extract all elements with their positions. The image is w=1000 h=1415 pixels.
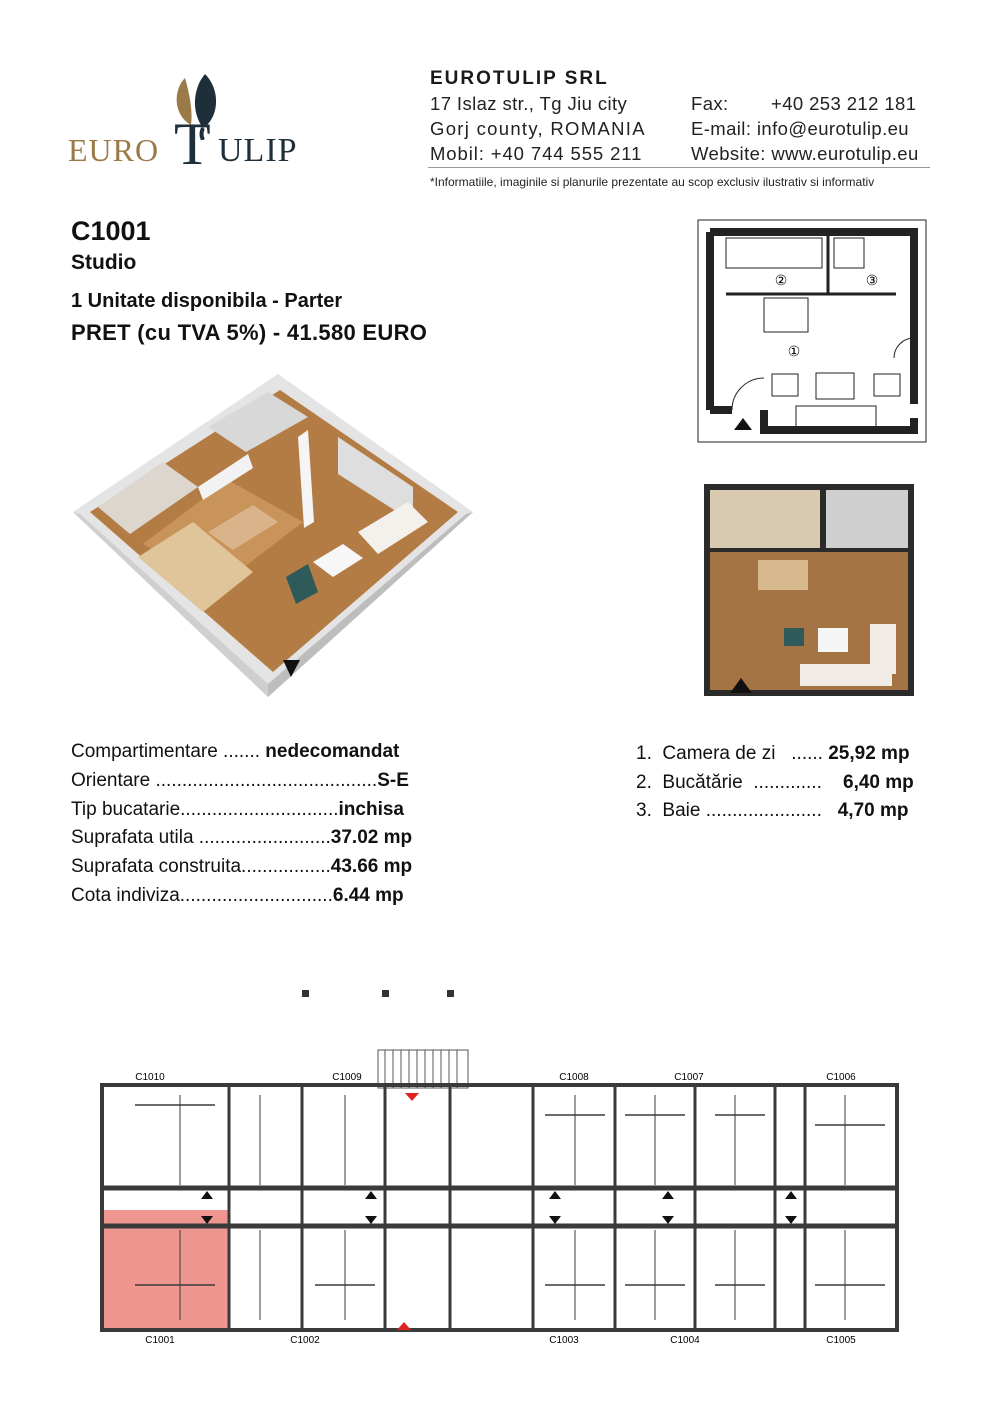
plan-room-label-1: ① xyxy=(787,343,801,359)
spec-orientare: Orientare ..........................................S-E xyxy=(71,770,409,791)
room-1: 1. Camera de zi ...... 25,92 mp xyxy=(636,743,910,764)
logo-ulip: ULIP xyxy=(218,132,298,169)
apartment-3d-render xyxy=(68,372,478,702)
unit-floor-plan xyxy=(696,218,931,446)
ground-floor-plan xyxy=(95,985,905,1350)
stair-entrance-icon xyxy=(405,1093,419,1101)
unit-top-view-render xyxy=(700,478,928,708)
floor-label-c1004: C1004 xyxy=(670,1335,700,1346)
website: Website: www.eurotulip.eu xyxy=(691,143,919,164)
floor-label-c1002: C1002 xyxy=(290,1335,320,1346)
floor-label-c1009: C1009 xyxy=(332,1072,362,1083)
unit-type: Studio xyxy=(71,251,137,274)
availability: 1 Unitate disponibila - Parter xyxy=(71,290,343,312)
logo-euro: EURO xyxy=(68,132,160,168)
floor-label-c1006: C1006 xyxy=(826,1072,856,1083)
floor-label-c1010: C1010 xyxy=(135,1072,165,1083)
company-name: EUROTULIP SRL xyxy=(430,68,609,89)
eurotulip-logo xyxy=(68,70,328,177)
room-3: 3. Baie ...................... 4,70 mp xyxy=(636,800,909,821)
floor-label-c1005: C1005 xyxy=(826,1335,856,1346)
floor-label-c1008: C1008 xyxy=(559,1072,589,1083)
plan-room-label-3: ③ xyxy=(865,272,879,288)
room-2: 2. Bucătărie ............. 6,40 mp xyxy=(636,772,914,793)
header-divider xyxy=(428,167,930,168)
plan-entrance-icon xyxy=(734,418,752,430)
spec-cota-indiviza: Cota indiviza.............................6.44 mp xyxy=(71,885,404,906)
unit-code: C1001 xyxy=(71,216,151,246)
price: PRET (cu TVA 5%) - 41.580 EURO xyxy=(71,320,428,345)
fax-label: Fax: xyxy=(691,93,729,114)
address-line1: 17 Islaz str., Tg Jiu city xyxy=(430,93,628,114)
mobile-number: Mobil: +40 744 555 211 xyxy=(430,143,643,164)
floor-label-c1001: C1001 xyxy=(145,1335,175,1346)
logo-t: T xyxy=(174,111,212,177)
floor-label-c1003: C1003 xyxy=(549,1335,579,1346)
spec-compartimentare: Compartimentare ....... nedecomandat xyxy=(71,741,400,762)
main-entrance-icon xyxy=(397,1322,411,1330)
email: E-mail: info@eurotulip.eu xyxy=(691,118,909,139)
plan-room-label-2: ② xyxy=(774,272,788,288)
spec-tip-bucatarie: Tip bucatarie..............................inchisa xyxy=(71,799,404,820)
address-line2: Gorj county, ROMANIA xyxy=(430,118,646,139)
disclaimer: *Informatiile, imaginile si planurile prezentate au scop exclusiv ilustrativ si informativ xyxy=(430,175,875,189)
floor-label-c1007: C1007 xyxy=(674,1072,704,1083)
spec-suprafata-utila: Suprafata utila .........................37.02 mp xyxy=(71,827,413,848)
spec-suprafata-construita: Suprafata construita.................43.66 mp xyxy=(71,856,413,877)
fax-number: +40 253 212 181 xyxy=(771,93,917,114)
